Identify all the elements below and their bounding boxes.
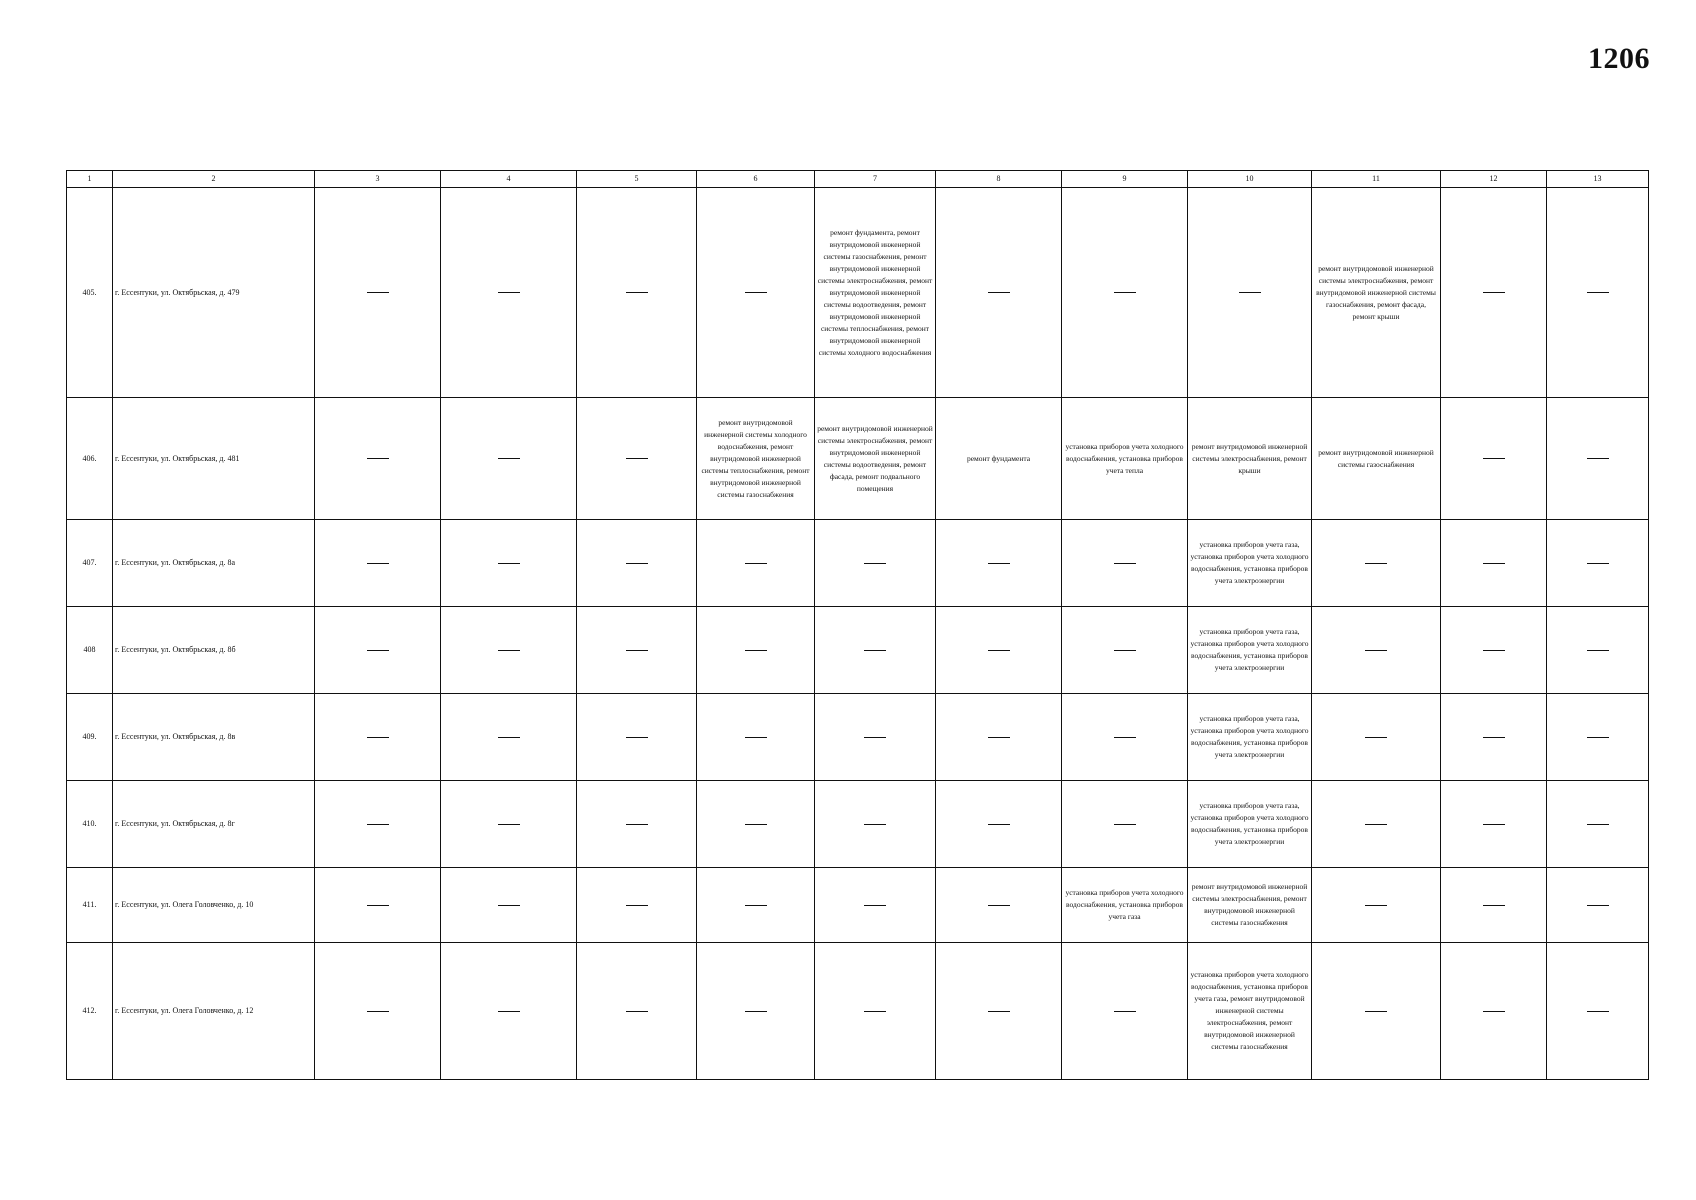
work-description-cell bbox=[936, 398, 1062, 520]
empty-dash-cell bbox=[1547, 781, 1649, 868]
work-description-text: ремонт фундамента, ремонт внутридомовой инженерной системы газоснабжения, ремонт внутридомовой инженерной системы электроснабжения, ремонт внутридомовой инженерной системы водоотведения, ремонт внутридомовой инженерной системы теплоснабжения, ремонт внутридомовой инженерной системы холодного водоснабжения bbox=[817, 227, 933, 357]
schedule-table bbox=[66, 170, 1649, 1080]
dash-mark bbox=[626, 292, 648, 293]
empty-dash-cell bbox=[815, 781, 936, 868]
work-description-cell bbox=[1188, 781, 1312, 868]
dash-mark bbox=[1365, 905, 1387, 906]
empty-dash-cell bbox=[1312, 694, 1441, 781]
empty-dash-cell bbox=[1062, 781, 1188, 868]
empty-dash-cell bbox=[441, 943, 577, 1080]
dash-mark bbox=[864, 737, 886, 738]
column-header: 8 bbox=[936, 171, 1062, 188]
empty-dash-cell bbox=[1441, 607, 1547, 694]
table-row bbox=[67, 520, 1649, 607]
column-header: 2 bbox=[113, 171, 315, 188]
dash-mark bbox=[864, 1011, 886, 1012]
dash-mark bbox=[1483, 458, 1505, 459]
empty-dash-cell bbox=[577, 520, 697, 607]
work-description-cell bbox=[1188, 943, 1312, 1080]
dash-mark bbox=[1587, 292, 1609, 293]
empty-dash-cell bbox=[441, 868, 577, 943]
work-description-text: ремонт внутридомовой инженерной системы электроснабжения, ремонт внутридомовой инженерной системы газоснабжения bbox=[1191, 882, 1308, 927]
row-number: 412. bbox=[67, 943, 113, 1080]
dash-mark bbox=[1114, 737, 1136, 738]
empty-dash-cell bbox=[1441, 781, 1547, 868]
empty-dash-cell bbox=[815, 943, 936, 1080]
dash-mark bbox=[367, 650, 389, 651]
address-cell: г. Ессентуки, ул. Октябрьская, д. 8б bbox=[113, 607, 315, 694]
row-number: 407. bbox=[67, 520, 113, 607]
address-cell: г. Ессентуки, ул. Октябрьская, д. 481 bbox=[113, 398, 315, 520]
dash-mark bbox=[745, 824, 767, 825]
empty-dash-cell bbox=[1062, 694, 1188, 781]
dash-mark bbox=[1587, 458, 1609, 459]
empty-dash-cell bbox=[577, 607, 697, 694]
work-description-cell bbox=[815, 398, 936, 520]
empty-dash-cell bbox=[1062, 520, 1188, 607]
column-header: 11 bbox=[1312, 171, 1441, 188]
empty-dash-cell bbox=[577, 943, 697, 1080]
empty-dash-cell bbox=[577, 694, 697, 781]
dash-mark bbox=[864, 563, 886, 564]
empty-dash-cell bbox=[697, 607, 815, 694]
empty-dash-cell bbox=[697, 781, 815, 868]
table-row bbox=[67, 868, 1649, 943]
dash-mark bbox=[1114, 650, 1136, 651]
dash-mark bbox=[1239, 292, 1261, 293]
table-row bbox=[67, 781, 1649, 868]
dash-mark bbox=[1483, 737, 1505, 738]
column-header: 7 bbox=[815, 171, 936, 188]
dash-mark bbox=[498, 1011, 520, 1012]
dash-mark bbox=[367, 1011, 389, 1012]
column-header: 5 bbox=[577, 171, 697, 188]
empty-dash-cell bbox=[936, 868, 1062, 943]
empty-dash-cell bbox=[936, 520, 1062, 607]
column-header: 4 bbox=[441, 171, 577, 188]
dash-mark bbox=[626, 563, 648, 564]
column-header: 9 bbox=[1062, 171, 1188, 188]
empty-dash-cell bbox=[815, 520, 936, 607]
empty-dash-cell bbox=[441, 607, 577, 694]
work-description-text: установка приборов учета холодного водоснабжения, установка приборов учета газа bbox=[1065, 888, 1184, 921]
empty-dash-cell bbox=[1441, 520, 1547, 607]
empty-dash-cell bbox=[936, 694, 1062, 781]
empty-dash-cell bbox=[315, 607, 441, 694]
work-description-text: ремонт внутридомовой инженерной системы электроснабжения, ремонт внутридомовой инженерной системы газоснабжения, ремонт фасада, ремонт крыши bbox=[1316, 263, 1436, 321]
work-description-cell bbox=[1312, 398, 1441, 520]
dash-mark bbox=[1365, 737, 1387, 738]
empty-dash-cell bbox=[936, 943, 1062, 1080]
column-header: 10 bbox=[1188, 171, 1312, 188]
dash-mark bbox=[1114, 824, 1136, 825]
row-number: 408 bbox=[67, 607, 113, 694]
column-header: 12 bbox=[1441, 171, 1547, 188]
dash-mark bbox=[498, 292, 520, 293]
dash-mark bbox=[626, 458, 648, 459]
dash-mark bbox=[626, 737, 648, 738]
empty-dash-cell bbox=[577, 188, 697, 398]
table-row bbox=[67, 188, 1649, 398]
dash-mark bbox=[1483, 292, 1505, 293]
empty-dash-cell bbox=[936, 188, 1062, 398]
dash-mark bbox=[498, 563, 520, 564]
empty-dash-cell bbox=[815, 694, 936, 781]
empty-dash-cell bbox=[1441, 943, 1547, 1080]
dash-mark bbox=[988, 563, 1010, 564]
page-number: 1206 bbox=[1588, 42, 1650, 75]
column-header: 6 bbox=[697, 171, 815, 188]
work-description-text: ремонт внутридомовой инженерной системы электроснабжения, ремонт крыши bbox=[1191, 441, 1308, 475]
dash-mark bbox=[498, 650, 520, 651]
dash-mark bbox=[367, 905, 389, 906]
empty-dash-cell bbox=[1188, 188, 1312, 398]
empty-dash-cell bbox=[1062, 188, 1188, 398]
dash-mark bbox=[367, 563, 389, 564]
empty-dash-cell bbox=[1312, 868, 1441, 943]
dash-mark bbox=[988, 824, 1010, 825]
dash-mark bbox=[498, 458, 520, 459]
empty-dash-cell bbox=[1062, 943, 1188, 1080]
dash-mark bbox=[745, 737, 767, 738]
row-number: 405. bbox=[67, 188, 113, 398]
empty-dash-cell bbox=[441, 781, 577, 868]
dash-mark bbox=[988, 905, 1010, 906]
empty-dash-cell bbox=[936, 607, 1062, 694]
dash-mark bbox=[626, 824, 648, 825]
empty-dash-cell bbox=[315, 694, 441, 781]
empty-dash-cell bbox=[697, 694, 815, 781]
empty-dash-cell bbox=[1547, 694, 1649, 781]
empty-dash-cell bbox=[936, 781, 1062, 868]
address-cell: г. Ессентуки, ул. Октябрьская, д. 8а bbox=[113, 520, 315, 607]
work-description-cell bbox=[1188, 398, 1312, 520]
row-number: 411. bbox=[67, 868, 113, 943]
dash-mark bbox=[1587, 905, 1609, 906]
empty-dash-cell bbox=[315, 943, 441, 1080]
empty-dash-cell bbox=[315, 781, 441, 868]
table-row bbox=[67, 943, 1649, 1080]
dash-mark bbox=[1483, 563, 1505, 564]
address-cell: г. Ессентуки, ул. Олега Головченко, д. 12 bbox=[113, 943, 315, 1080]
empty-dash-cell bbox=[577, 868, 697, 943]
empty-dash-cell bbox=[441, 520, 577, 607]
work-description-text: установка приборов учета газа, установка приборов учета холодного водоснабжения, установка приборов учета электроэнергии bbox=[1190, 540, 1309, 585]
empty-dash-cell bbox=[315, 398, 441, 520]
dash-mark bbox=[1587, 1011, 1609, 1012]
empty-dash-cell bbox=[697, 188, 815, 398]
empty-dash-cell bbox=[441, 398, 577, 520]
work-description-text: установка приборов учета газа, установка приборов учета холодного водоснабжения, установка приборов учета электроэнергии bbox=[1190, 714, 1309, 759]
dash-mark bbox=[864, 824, 886, 825]
empty-dash-cell bbox=[441, 694, 577, 781]
work-description-text: установка приборов учета газа, установка приборов учета холодного водоснабжения, установка приборов учета электроэнергии bbox=[1190, 627, 1309, 672]
work-description-cell bbox=[1188, 868, 1312, 943]
dash-mark bbox=[988, 1011, 1010, 1012]
work-description-text: установка приборов учета холодного водоснабжения, установка приборов учета газа, ремонт внутридомовой инженерной системы электроснабжения, ремонт внутридомовой инженерной системы газоснабжения bbox=[1190, 970, 1309, 1051]
empty-dash-cell bbox=[697, 520, 815, 607]
dash-mark bbox=[745, 905, 767, 906]
empty-dash-cell bbox=[441, 188, 577, 398]
work-description-cell bbox=[1188, 607, 1312, 694]
row-number: 409. bbox=[67, 694, 113, 781]
dash-mark bbox=[745, 650, 767, 651]
dash-mark bbox=[1587, 824, 1609, 825]
dash-mark bbox=[1483, 650, 1505, 651]
dash-mark bbox=[988, 292, 1010, 293]
dash-mark bbox=[626, 650, 648, 651]
dash-mark bbox=[367, 824, 389, 825]
address-cell: г. Ессентуки, ул. Октябрьская, д. 8г bbox=[113, 781, 315, 868]
work-description-text: ремонт фундамента bbox=[966, 453, 1031, 463]
dash-mark bbox=[1483, 824, 1505, 825]
dash-mark bbox=[1365, 824, 1387, 825]
address-cell: г. Ессентуки, ул. Октябрьская, д. 479 bbox=[113, 188, 315, 398]
dash-mark bbox=[367, 458, 389, 459]
work-description-text: ремонт внутридомовой инженерной системы холодного водоснабжения, ремонт внутридомовой инженерной системы теплоснабжения, ремонт внутридомовой инженерной системы газоснабжения bbox=[701, 417, 810, 499]
work-description-cell bbox=[1188, 520, 1312, 607]
empty-dash-cell bbox=[1547, 943, 1649, 1080]
dash-mark bbox=[626, 905, 648, 906]
column-header: 3 bbox=[315, 171, 441, 188]
column-header: 1 bbox=[67, 171, 113, 188]
dash-mark bbox=[1587, 650, 1609, 651]
dash-mark bbox=[1114, 1011, 1136, 1012]
empty-dash-cell bbox=[1441, 188, 1547, 398]
column-header: 13 bbox=[1547, 171, 1649, 188]
work-description-text: установка приборов учета холодного водоснабжения, установка приборов учета тепла bbox=[1065, 441, 1184, 475]
table-row bbox=[67, 398, 1649, 520]
work-description-cell bbox=[1062, 398, 1188, 520]
dash-mark bbox=[626, 1011, 648, 1012]
empty-dash-cell bbox=[1441, 868, 1547, 943]
work-description-cell bbox=[1188, 694, 1312, 781]
row-number: 406. bbox=[67, 398, 113, 520]
dash-mark bbox=[1365, 1011, 1387, 1012]
work-description-cell bbox=[1062, 868, 1188, 943]
dash-mark bbox=[988, 737, 1010, 738]
empty-dash-cell bbox=[1312, 943, 1441, 1080]
empty-dash-cell bbox=[815, 868, 936, 943]
empty-dash-cell bbox=[315, 868, 441, 943]
empty-dash-cell bbox=[1312, 607, 1441, 694]
work-description-text: ремонт внутридомовой инженерной системы электроснабжения, ремонт внутридомовой инженерной системы водоотведения, ремонт фасада, ремонт подвального помещения bbox=[817, 423, 933, 493]
empty-dash-cell bbox=[1547, 868, 1649, 943]
row-number: 410. bbox=[67, 781, 113, 868]
dash-mark bbox=[1483, 1011, 1505, 1012]
dash-mark bbox=[367, 737, 389, 738]
dash-mark bbox=[745, 1011, 767, 1012]
empty-dash-cell bbox=[1547, 607, 1649, 694]
dash-mark bbox=[745, 563, 767, 564]
dash-mark bbox=[498, 737, 520, 738]
dash-mark bbox=[1587, 737, 1609, 738]
empty-dash-cell bbox=[577, 398, 697, 520]
work-description-text: ремонт внутридомовой инженерной системы газоснабжения bbox=[1318, 447, 1434, 469]
empty-dash-cell bbox=[815, 607, 936, 694]
empty-dash-cell bbox=[1441, 694, 1547, 781]
address-cell: г. Ессентуки, ул. Олега Головченко, д. 10 bbox=[113, 868, 315, 943]
dash-mark bbox=[1365, 650, 1387, 651]
empty-dash-cell bbox=[697, 943, 815, 1080]
dash-mark bbox=[367, 292, 389, 293]
empty-dash-cell bbox=[1547, 520, 1649, 607]
dash-mark bbox=[498, 824, 520, 825]
table-row bbox=[67, 694, 1649, 781]
dash-mark bbox=[1114, 292, 1136, 293]
dash-mark bbox=[498, 905, 520, 906]
header-row bbox=[67, 171, 1649, 188]
empty-dash-cell bbox=[1062, 607, 1188, 694]
table-row bbox=[67, 607, 1649, 694]
dash-mark bbox=[864, 905, 886, 906]
empty-dash-cell bbox=[1312, 781, 1441, 868]
address-cell: г. Ессентуки, ул. Октябрьская, д. 8в bbox=[113, 694, 315, 781]
empty-dash-cell bbox=[1312, 520, 1441, 607]
dash-mark bbox=[864, 650, 886, 651]
empty-dash-cell bbox=[1441, 398, 1547, 520]
work-description-cell bbox=[1312, 188, 1441, 398]
dash-mark bbox=[1483, 905, 1505, 906]
empty-dash-cell bbox=[1547, 188, 1649, 398]
empty-dash-cell bbox=[697, 868, 815, 943]
empty-dash-cell bbox=[315, 520, 441, 607]
dash-mark bbox=[745, 292, 767, 293]
work-description-cell bbox=[815, 188, 936, 398]
empty-dash-cell bbox=[1547, 398, 1649, 520]
dash-mark bbox=[1587, 563, 1609, 564]
work-description-text: установка приборов учета газа, установка приборов учета холодного водоснабжения, установка приборов учета электроэнергии bbox=[1190, 801, 1309, 846]
work-description-cell bbox=[697, 398, 815, 520]
empty-dash-cell bbox=[577, 781, 697, 868]
empty-dash-cell bbox=[315, 188, 441, 398]
dash-mark bbox=[1114, 563, 1136, 564]
dash-mark bbox=[1365, 563, 1387, 564]
dash-mark bbox=[988, 650, 1010, 651]
